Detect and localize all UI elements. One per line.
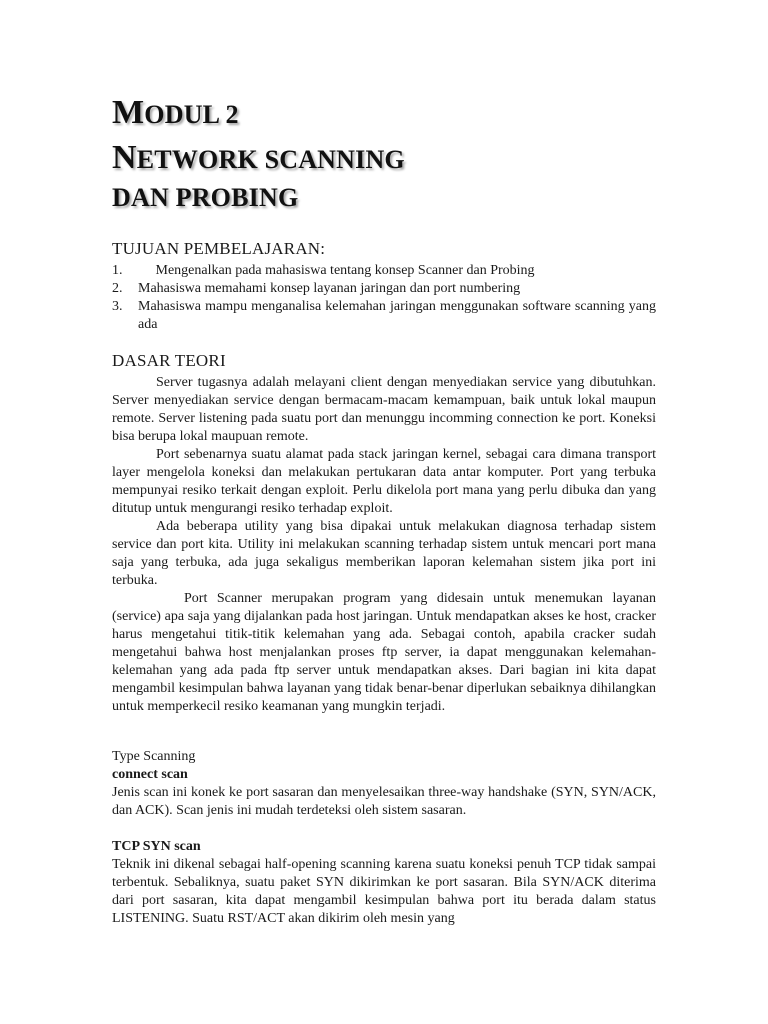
type-scanning-section — [112, 748, 656, 928]
syn-scan-text: Teknik ini dikenal sebagai half-opening scanning karena suatu koneksi penuh TCP tidak sampai terbentuk. Sebaliknya, suatu paket SYN dikirimkan ke port sasaran. Bila SYN/ACK diterima dari port sasaran, kita dapat mengambil kesimpulan bahwa port itu berada dalam status LISTENING. Suatu RST/ACT akan dikirim oleh mesin yang — [112, 857, 656, 926]
paragraph: Ada beberapa utility yang bisa dipakai untuk melakukan diagnosa terhadap sistem service dan port kita. Utility ini melakukan scanning terhadap sistem untuk mencari port mana saja yang terbuka, ada juga sekaligus memberikan laporan kelemahan sistem jika port ini terbuka. — [112, 519, 656, 588]
connect-scan-title: connect scan — [112, 767, 188, 782]
list-item-number: 2. — [112, 281, 123, 296]
module-title-rest: ODUL 2 — [144, 100, 239, 129]
module-title-initial: M — [112, 94, 145, 131]
topic-title — [112, 141, 405, 175]
tujuan-heading: TUJUAN PEMBELAJARAN: — [112, 239, 326, 258]
paragraph: Server tugasnya adalah melayani client dengan menyediakan service yang dibutuhkan. Server menyediakan service dengan bermacam-macam kemampuan, baik untuk lokal maupun remote. Server listening pada suatu port dan menunggu incomming connection ke port. Koneksi bisa berupa lokal maupuan remote. — [112, 375, 656, 444]
dasar-heading: DASAR TEORI — [112, 351, 226, 370]
spacer — [112, 820, 656, 838]
paragraph: Port sebenarnya suatu alamat pada stack jaringan kernel, sebagai cara dimana transport layer mengelola koneksi dan melakukan pertukaran data antar komputer. Port yang terbuka mempunyai resiko terkait dengan exploit. Perlu dikelola port mana yang perlu dibuka dan yang ditutup untuk mengurangi resiko terhadap exploit. — [112, 447, 656, 516]
list-item-text: Mahasiswa memahami konsep layanan jaringan dan port numbering — [138, 281, 521, 296]
dasar-teori-body — [112, 374, 656, 716]
topic-subtitle: DAN PROBING — [112, 183, 299, 212]
topic-title-initial: N — [112, 139, 137, 176]
syn-scan-title: TCP SYN scan — [112, 839, 201, 854]
list-item-text: Mahasiswa mampu menganalisa kelemahan jaringan menggunakan software scanning yang ada — [138, 299, 656, 332]
topic-title-rest: ETWORK SCANNING — [136, 145, 405, 174]
list-item — [112, 298, 656, 334]
list-item-number: 1. — [112, 263, 123, 278]
list-item — [112, 280, 656, 298]
list-item — [112, 262, 656, 280]
tujuan-list — [112, 262, 656, 334]
list-item-number: 3. — [112, 299, 123, 314]
type-scanning-label: Type Scanning — [112, 749, 196, 764]
connect-scan-text: Jenis scan ini konek ke port sasaran dan menyelesaikan three-way handshake (SYN, SYN/ACK, dan ACK). Scan jenis ini mudah terdeteksi oleh sistem sasaran. — [112, 785, 656, 818]
module-title — [112, 96, 239, 130]
list-item-text: Mengenalkan pada mahasiswa tentang konsep Scanner dan Probing — [138, 263, 535, 278]
paragraph: Port Scanner merupakan program yang didesain untuk menemukan layanan (service) apa saja yang dijalankan pada host jaringan. Untuk mendapatkan akses ke host, cracker harus mengetahui titik-titik kelemahan yang ada. Sebagai contoh, apabila cracker sudah mengetahui bahwa host menjalankan proses ftp server, ia dapat menggunakan kelemahan-kelemahan yang ada pada ftp server untuk mendapatkan akses. Dari bagian ini kita dapat mengambil kesimpulan bahwa layanan yang tidak benar-benar diperlukan sebaiknya dihilangkan untuk memperkecil resiko keamanan yang mungkin terjadi. — [112, 591, 656, 714]
